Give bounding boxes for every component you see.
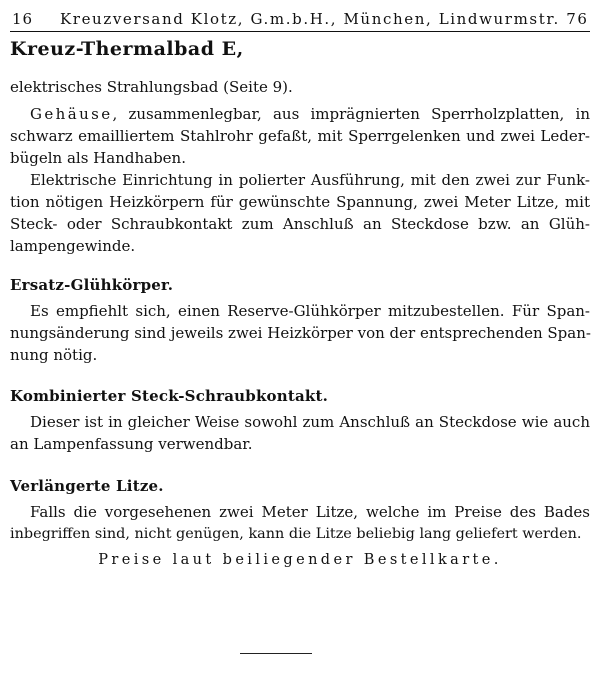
electrical-line-1: Elektrische Einrichtung in polierter Ausführung, mit den zwei zur Funk- xyxy=(30,171,590,189)
electrical-line-2: tion nötigen Heizkörpern für gewünschte Spannung, zwei Meter Litze, mit xyxy=(10,193,590,211)
bottom-rule xyxy=(240,653,312,654)
page-number: 16 xyxy=(12,10,34,28)
housing-line-2: schwarz emailliertem Stahlrohr gefaßt, mit Sperrgelenken und zwei Leder- xyxy=(10,127,590,145)
ersatz-line-2: nungsänderung sind jeweils zwei Heizkörper von der entsprechenden Span- xyxy=(10,324,591,342)
housing-text-1: , zusammenlegbar, aus imprägnierten Sperrholzplatten, in xyxy=(112,105,590,123)
price-note: Preise laut beiliegender Bestellkarte. xyxy=(98,552,502,568)
kontakt-line-2: an Lampenfassung verwendbar. xyxy=(10,435,253,453)
running-head: Kreuzversand Klotz, G.m.b.H., München, Lindwurmstr. 76 xyxy=(60,10,589,28)
litze-line-2: inbegriffen sind, nicht genügen, kann die Litze beliebig lang geliefert werden. xyxy=(10,526,582,542)
electrical-line-3: Steck- oder Schraubkontakt zum Anschluß an Steckdose bzw. an Glüh- xyxy=(10,215,590,233)
page-header xyxy=(10,8,590,32)
product-title: Kreuz-Thermalbad E, xyxy=(10,38,244,60)
housing-label: Gehäuse xyxy=(30,105,113,123)
ersatz-line-3: nung nötig. xyxy=(10,346,98,364)
ersatz-line-1: Es empfiehlt sich, einen Reserve-Glühkörper mitzubestellen. Für Span- xyxy=(30,302,590,320)
housing-line-3: bügeln als Handhaben. xyxy=(10,149,186,167)
kontakt-line-1: Dieser ist in gleicher Weise sowohl zum Anschluß an Steckdose wie auch xyxy=(30,413,590,431)
litze-line-1: Falls die vorgesehenen zwei Meter Litze, welche im Preise des Bades xyxy=(30,503,590,521)
section-heading-litze: Verlängerte Litze. xyxy=(10,477,164,495)
housing-line-1 xyxy=(10,105,590,123)
section-heading-kontakt: Kombinierter Steck-Schraubkontakt. xyxy=(10,387,329,405)
electrical-line-4: lampengewinde. xyxy=(10,237,136,255)
product-subtitle: elektrisches Strahlungsbad (Seite 9). xyxy=(10,78,293,96)
section-heading-ersatz: Ersatz-Glühkörper. xyxy=(10,276,174,294)
